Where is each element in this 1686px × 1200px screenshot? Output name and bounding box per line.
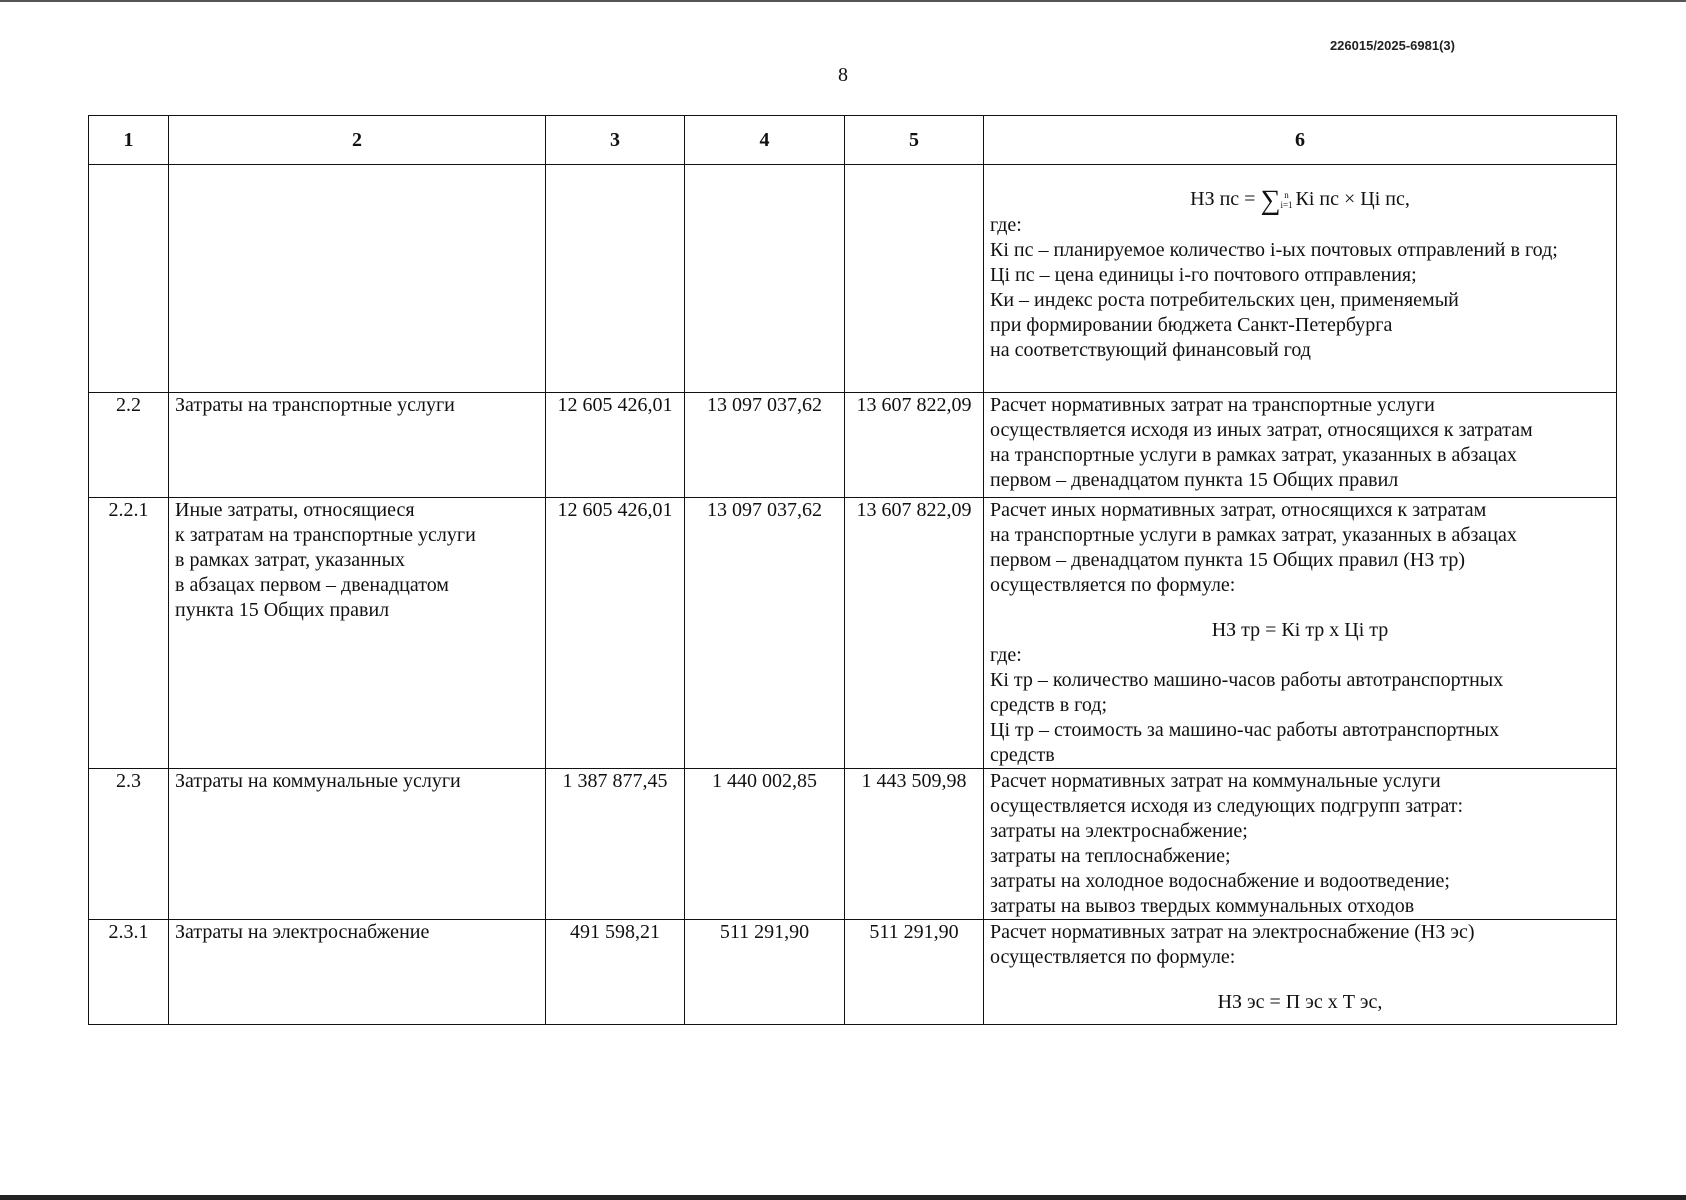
column-header-5: 5 (845, 116, 984, 165)
table-row (89, 769, 1617, 920)
description-line: Цi пс – цена единицы i-го почтового отправления; (990, 264, 1417, 286)
value-col-4: 1 440 002,85 (685, 769, 845, 920)
row-description (984, 165, 1617, 393)
description-line: Расчет нормативных затрат на транспортные услуги (990, 394, 1435, 416)
scan-edge-top (0, 0, 1686, 2)
description-line: осуществляется исходя из иных затрат, относящихся к затратам (990, 419, 1533, 441)
row-name (169, 393, 546, 498)
row-name-line: Затраты на электроснабжение (175, 921, 430, 943)
electricity-cost-formula: НЗ эс = П эс х Т эс, (1217, 991, 1383, 1013)
description-line: первом – двенадцатом пункта 15 Общих правил (990, 469, 1399, 491)
description-line: Цi тр – стоимость за машино-час работы автотранспортных (990, 719, 1500, 741)
row-description (984, 393, 1617, 498)
cost-norms-table (88, 115, 1617, 1025)
row-name (169, 498, 546, 769)
spacer (990, 598, 1610, 618)
page-number: 8 (838, 64, 848, 86)
description-line: где: (990, 644, 1022, 666)
description-line: первом – двенадцатом пункта 15 Общих правил (НЗ тр) (990, 549, 1466, 571)
table-row (89, 393, 1617, 498)
row-name-line: в рамках затрат, указанных (175, 549, 406, 571)
formula-right: Кi пс × Цi пс, (1295, 188, 1410, 210)
row-name-line: в абзацах первом – двенадцатом (175, 574, 449, 596)
row-number: 2.3 (89, 769, 169, 920)
description-line: Расчет нормативных затрат на электроснабжение (НЗ эс) (990, 921, 1475, 943)
formula-left: НЗ пс = (1190, 188, 1261, 210)
description-line: Ки – индекс роста потребительских цен, применяемый (990, 289, 1459, 311)
value-col-5: 13 607 822,09 (845, 498, 984, 769)
postal-cost-formula (990, 185, 1610, 216)
value-col-3: 491 598,21 (546, 920, 685, 1025)
row-description (984, 498, 1617, 769)
value-col-4: 13 097 037,62 (685, 498, 845, 769)
row-name (169, 769, 546, 920)
description-line: затраты на электроснабжение; (990, 820, 1248, 842)
value-col-3: 1 387 877,45 (546, 769, 685, 920)
scan-edge-bottom (0, 1195, 1686, 1200)
value-col-3 (546, 165, 685, 393)
column-header-4: 4 (685, 116, 845, 165)
description-line: при формировании бюджета Санкт-Петербурга (990, 314, 1393, 336)
value-col-4: 13 097 037,62 (685, 393, 845, 498)
description-line: Расчет иных нормативных затрат, относящихся к затратам (990, 499, 1487, 521)
row-name-line: Затраты на коммунальные услуги (175, 770, 461, 792)
transport-cost-formula: НЗ тр = Кi тр х Цi тр (1211, 619, 1389, 641)
value-col-4: 511 291,90 (685, 920, 845, 1025)
description-line: на соответствующий финансовый год (990, 339, 1311, 361)
description-line: затраты на холодное водоснабжение и водоотведение; (990, 870, 1450, 892)
table-row (89, 165, 1617, 393)
description-line: Кi тр – количество машино-часов работы автотранспортных (990, 669, 1504, 691)
description-line: Кi пс – планируемое количество i-ых почтовых отправлений в год; (990, 239, 1558, 261)
row-name-line: к затратам на транспортные услуги (175, 524, 476, 546)
column-header-2: 2 (169, 116, 546, 165)
value-col-4 (685, 165, 845, 393)
row-name-line: Затраты на транспортные услуги (175, 394, 455, 416)
value-col-5: 13 607 822,09 (845, 393, 984, 498)
table-row (89, 498, 1617, 769)
value-col-5 (845, 165, 984, 393)
value-col-5: 1 443 509,98 (845, 769, 984, 920)
description-line: где: (990, 214, 1022, 236)
spacer (990, 970, 1610, 990)
column-header-3: 3 (546, 116, 685, 165)
row-description (984, 769, 1617, 920)
description-line: Расчет нормативных затрат на коммунальные услуги (990, 770, 1441, 792)
description-line: затраты на теплоснабжение; (990, 845, 1231, 867)
description-line: на транспортные услуги в рамках затрат, указанных в абзацах (990, 524, 1517, 546)
column-header-1: 1 (89, 116, 169, 165)
row-number: 2.2 (89, 393, 169, 498)
row-number: 2.2.1 (89, 498, 169, 769)
sum-sign-icon: ∑ (1260, 185, 1281, 216)
description-line: осуществляется по формуле: (990, 946, 1236, 968)
value-col-5: 511 291,90 (845, 920, 984, 1025)
description-line: на транспортные услуги в рамках затрат, указанных в абзацах (990, 444, 1517, 466)
description-line: средств (990, 744, 1055, 766)
description-line: средств в год; (990, 694, 1108, 716)
table-header-row (89, 116, 1617, 165)
row-name (169, 920, 546, 1025)
document-registration-number: 226015/2025-6981(3) (1329, 38, 1455, 53)
column-header-6: 6 (984, 116, 1617, 165)
row-name-line: пункта 15 Общих правил (175, 599, 390, 621)
sum-upper-limit: n (1284, 190, 1289, 201)
value-col-3: 12 605 426,01 (546, 393, 685, 498)
row-number: 2.3.1 (89, 920, 169, 1025)
row-description (984, 920, 1617, 1025)
row-name-line: Иные затраты, относящиеся (175, 499, 415, 521)
sum-lower-limit: i=1 (1280, 200, 1293, 211)
description-line: осуществляется исходя из следующих подгрупп затрат: (990, 795, 1463, 817)
description-line: осуществляется по формуле: (990, 574, 1236, 596)
row-number (89, 165, 169, 393)
table-row (89, 920, 1617, 1025)
sum-limits (1280, 190, 1292, 210)
value-col-3: 12 605 426,01 (546, 498, 685, 769)
row-name (169, 165, 546, 393)
description-line: затраты на вывоз твердых коммунальных отходов (990, 895, 1415, 917)
